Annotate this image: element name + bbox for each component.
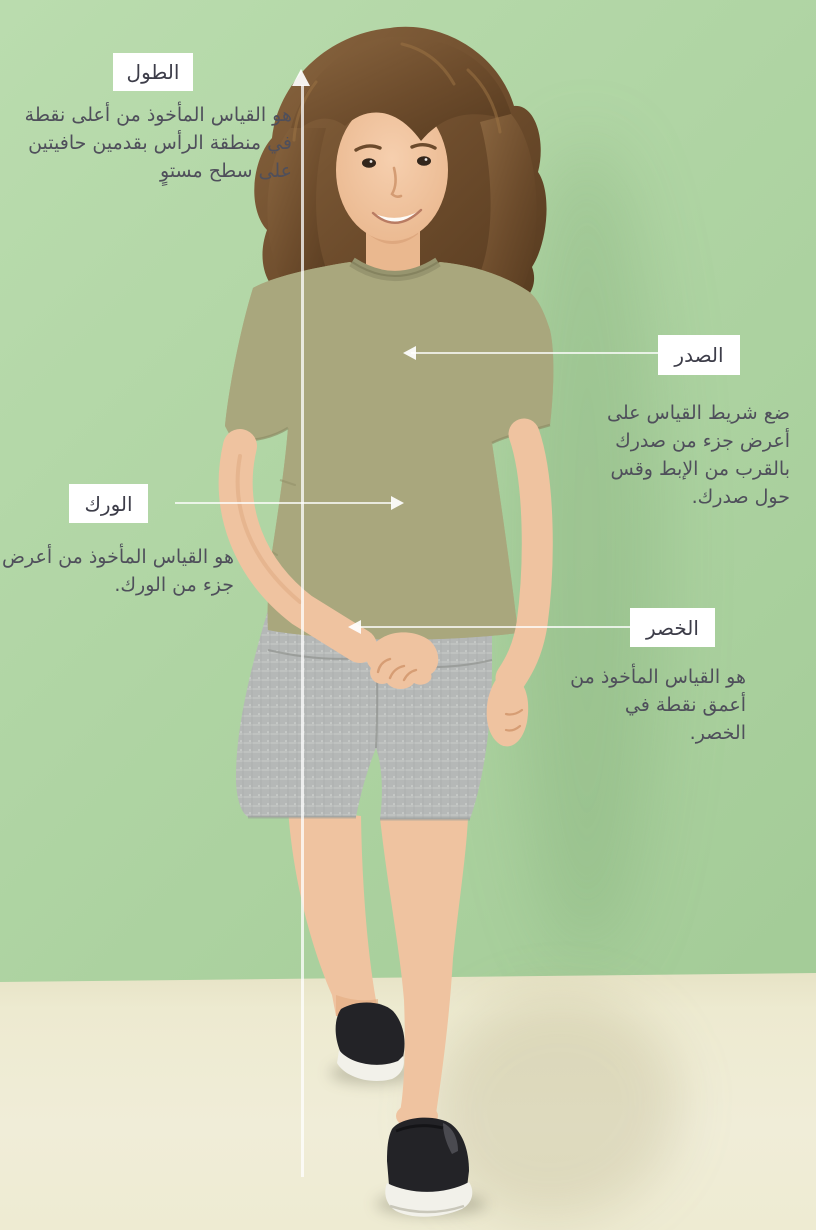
height-description: هو القياس المأخوذ من أعلى نقطة في منطقة الرأس بقدمين حافيتين على سطح مستوٍ — [24, 104, 292, 182]
waist-label-text: الخصر — [646, 615, 699, 640]
hip-label-text: الورك — [84, 491, 133, 516]
height-measure-line — [301, 85, 304, 1177]
model-shoes — [336, 1002, 473, 1216]
hip-arrow-icon — [391, 496, 404, 510]
hip-description: هو القياس المأخوذ من أعرض جزء من الورك. — [2, 546, 234, 596]
chest-arrow-icon — [403, 346, 416, 360]
chest-label — [658, 335, 740, 375]
hip-label — [69, 484, 148, 523]
chest-label-text: الصدر — [674, 343, 724, 367]
waist-arrow-icon — [348, 620, 361, 634]
waist-description: هو القياس المأخوذ من أعمق نقطة في الخصر. — [570, 666, 746, 744]
height-label-text: الطول — [126, 60, 180, 84]
waist-label — [630, 608, 715, 647]
waist-measure-line — [360, 626, 630, 628]
model-photo — [140, 10, 600, 1220]
hip-measure-line — [175, 502, 392, 504]
chest-description: ضع شريط القياس على أعرض جزء من صدرك بالقرب من الإبط وقس حول صدرك. — [607, 402, 790, 508]
height-arrow-up-icon — [292, 69, 310, 86]
height-label — [113, 53, 193, 91]
chest-measure-line — [411, 352, 658, 354]
